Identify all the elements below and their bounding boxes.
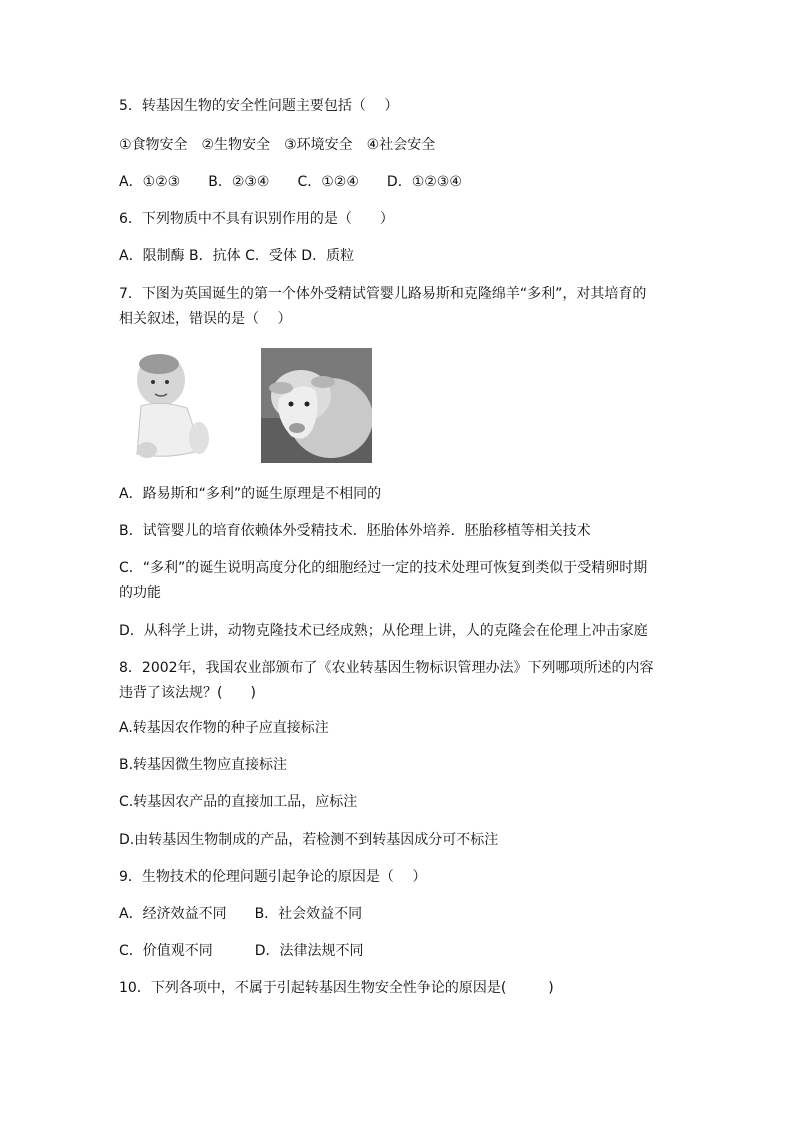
q8-option-c: C.转基因农产品的直接加工品，应标注 xyxy=(119,794,358,810)
q8-option-b: B.转基因微生物应直接标注 xyxy=(119,757,288,773)
q6-stem: 6．下列物质中不具有识别作用的是（ ） xyxy=(119,211,394,227)
q7-option-c-line1: C．“多利”的诞生说明高度分化的细胞经过一定的技术处理可恢复到类似于受精卵时期 xyxy=(119,560,648,576)
q6-options: A．限制酶 B．抗体 C．受体 D．质粒 xyxy=(119,248,355,264)
q7-option-c-line2: 的功能 xyxy=(119,585,161,601)
q8-stem-line1: 8．2002年，我国农业部颁布了《农业转基因生物标识管理办法》下列哪项所述的内容 xyxy=(119,660,654,676)
q9-options-cd: C．价值观不同 D．法律法规不同 xyxy=(119,943,364,959)
q8-option-a: A.转基因农作物的种子应直接标注 xyxy=(119,720,329,736)
q5-items: ①食物安全 ②生物安全 ③环境安全 ④社会安全 xyxy=(119,137,436,153)
q10-stem: 10．下列各项中，不属于引起转基因生物安全性争论的原因是( ) xyxy=(119,980,554,996)
q5-stem: 5．转基因生物的安全性问题主要包括（ ） xyxy=(119,98,399,114)
q9-options-ab: A．经济效益不同 B．社会效益不同 xyxy=(119,906,363,922)
q8-option-d: D.由转基因生物制成的产品，若检测不到转基因成分可不标注 xyxy=(119,832,499,848)
q7-stem-line1: 7．下图为英国诞生的第一个体外受精试管婴儿路易斯和克隆绵羊“多利”，对其培育的 xyxy=(119,286,647,302)
q7-option-b: B．试管婴儿的培育依赖体外受精技术．胚胎体外培养．胚胎移植等相关技术 xyxy=(119,523,591,539)
sheep-photo xyxy=(261,348,372,463)
q7-option-a: A．路易斯和“多利”的诞生原理是不相同的 xyxy=(119,486,382,502)
baby-photo xyxy=(131,350,213,462)
q8-stem-line2: 违背了该法规？( ) xyxy=(119,685,256,701)
q7-figure xyxy=(131,348,376,466)
q7-stem-line2: 相关叙述，错误的是（ ） xyxy=(119,311,292,327)
q5-options: A．①②③ B．②③④ C．①②④ D．①②③④ xyxy=(119,174,462,190)
q7-option-d: D．从科学上讲，动物克隆技术已经成熟；从伦理上讲，人的克隆会在伦理上冲击家庭 xyxy=(119,623,648,639)
q9-stem: 9．生物技术的伦理问题引起争论的原因是（ ） xyxy=(119,869,427,885)
